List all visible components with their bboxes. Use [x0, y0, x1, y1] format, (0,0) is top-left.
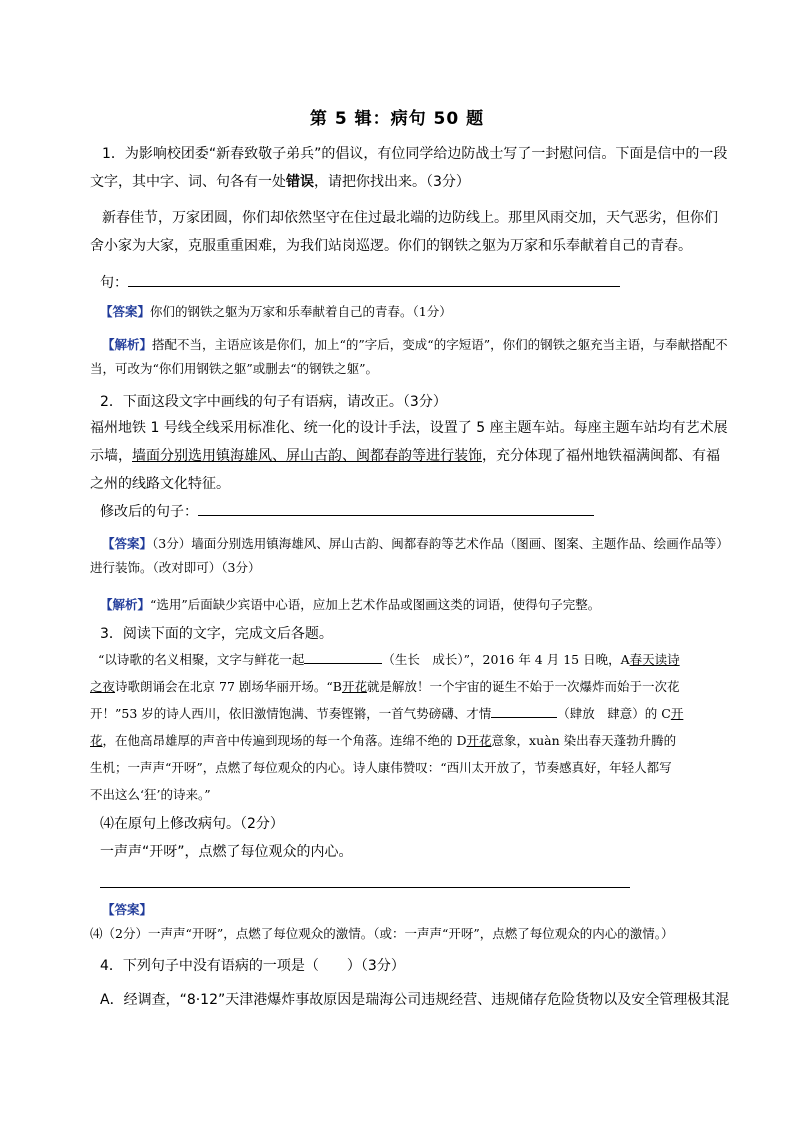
q3-underline-a-end: 之夜	[90, 679, 116, 694]
q1-fill-line	[100, 268, 728, 297]
q3-prompt: 3．阅读下面的文字，完成文后各题。	[100, 626, 333, 642]
q3-text: 就是解放！一个宇宙的诞生不始于一次爆炸而始于一次花	[366, 679, 680, 694]
q1-answer	[100, 300, 728, 324]
q3-text: “以诗歌的名义相聚，文字与鲜花一起	[98, 652, 305, 667]
q1-prompt-score: ，请把你找出来。（3分）	[314, 174, 470, 190]
q3-passage-line-5: 生机；一声声“开呀”，点燃了每位观众的内心。诗人康伟赞叹：“西川太开放了，节奏感真好，年轻人都写	[90, 760, 672, 775]
q1-prompt-text: 1．为影响校团委“新春致敬子弟兵”的倡议，有位同学给边防战士写了一封慰问信。下面是信中的一段文字，其中字、词、句各有一处	[90, 146, 728, 190]
q3-passage-line-2	[90, 673, 730, 700]
q3-text: ，在他高昂雄厚的声音中传遍到现场的每一个角落。连绵不绝的 D	[102, 733, 467, 748]
q1-prompt-bold: 错误	[286, 174, 314, 190]
q3-text: （肆放 肆意）的 C	[557, 706, 671, 721]
q3-answer-tag: 【答案】	[102, 902, 153, 917]
q2-answer-tag: 【答案】	[102, 536, 153, 551]
q4-option-a[interactable]: A．经调查，“8·12”天津港爆炸事故原因是瑞海公司违规经营、违规储存危险货物以及安全管理极其混	[100, 992, 730, 1008]
q3-text: 开！”53 岁的诗人西川，依旧激情饱满、节奏铿锵，一首气势磅礴、才情	[90, 706, 492, 721]
q3-blank-1[interactable]	[304, 649, 382, 664]
q2-answer	[90, 532, 730, 580]
q1-analysis-text: 搭配不当，主语应该是你们，加上“的”字后，变成“的字短语”，你们的钢铁之躯充当主语，与奉献搭配不当，可改为“你们用钢铁之躯”或删去“的钢铁之躯”。	[90, 337, 728, 376]
q3-text: （生长 成长）”，2016 年 4 月 15 日晚，A	[382, 652, 630, 667]
page-title: 第 5 辑：病句 50 题	[309, 109, 485, 129]
q2-passage-text: 福州地铁 1 号线全线采用标准化、统一化的设计手法，设置了 5 座主题车站。每座主题车站均有艺术展示墙，	[90, 420, 728, 464]
q2-answer-blank[interactable]	[198, 497, 594, 516]
q2-fill-line	[100, 497, 728, 526]
q3-underline-c: 开	[670, 706, 684, 721]
q3-passage-line-3	[90, 700, 730, 727]
q3-passage-line-4	[90, 727, 730, 754]
q1-analysis	[90, 333, 730, 381]
q3-underline-b: 开花	[341, 679, 367, 694]
q3-passage-line-6: 不出这么‘狂’的诗来。”	[90, 787, 211, 802]
q2-passage-end: ，充分体现了福州地铁福满闽都、有福之州的线路文化特征。	[90, 448, 720, 492]
q3-passage-line-1	[90, 646, 730, 673]
q2-answer-text: （3分）墙面分别选用镇海雄风、屏山古韵、闽都春韵等艺术作品（图画、图案、主题作品、绘画作品等）进行装饰。（改对即可）（3分）	[90, 536, 729, 575]
q3-answer	[90, 898, 730, 946]
q2-analysis-text: “选用”后面缺少宾语中心语，应加上艺术作品或图画这类的词语，使得句子完整。	[150, 597, 601, 612]
q1-passage: 新春佳节，万家团圆，你们却依然坚守在住过最北端的边防线上。那里风雨交加，天气恶劣，但你们舍小家为大家，克服重重困难，为我们站岗巡逻。你们的钢铁之躯为万家和乐奉献着自己的青春。	[90, 210, 718, 254]
q3-passage	[90, 646, 730, 808]
q3-underline-c-end: 花	[90, 733, 103, 748]
q3-answer-text: ⑷（2分）一声声“开呀”，点燃了每位观众的激情。（或：一声声“开呀”，点燃了每位观众的内心的激情。）	[90, 926, 674, 941]
q2-underlined-sentence: 墙面分别选用镇海雄风、屏山古韵、闽都春韵等进行装饰	[132, 448, 482, 464]
q2-analysis	[100, 593, 728, 617]
q3-text: 诗歌朗诵会在北京 77 剧场华丽开场。“B	[115, 679, 342, 694]
q3-underline-d: 开花	[466, 733, 492, 748]
q3-text: 意象，xuàn 染出春天蓬勃升腾的	[491, 733, 677, 748]
q3-blank-2[interactable]	[491, 703, 557, 718]
q1-answer-tag: 【答案】	[100, 304, 151, 319]
q3-sentence: 一声声“开呀”，点燃了每位观众的内心。	[100, 844, 353, 860]
q1-answer-text: 你们的钢铁之躯为万家和乐奉献着自己的青春。（1分）	[150, 304, 452, 319]
q3-sub4-prompt: ⑷在原句上修改病句。（2分）	[100, 816, 284, 832]
q3-answer-line[interactable]	[100, 887, 630, 888]
q1-analysis-tag: 【解析】	[102, 337, 153, 352]
q2-passage	[90, 414, 730, 498]
q2-fill-label: 修改后的句子：	[100, 504, 198, 520]
q2-prompt: 2．下面这段文字中画线的句子有语病，请改正。（3分）	[100, 394, 447, 410]
q2-analysis-tag: 【解析】	[100, 597, 151, 612]
q4-prompt: 4．下列句子中没有语病的一项是（ ）（3分）	[100, 958, 405, 974]
q1-prompt	[90, 140, 730, 196]
q3-underline-a: 春天读诗	[629, 652, 680, 667]
q1-answer-blank[interactable]	[128, 268, 620, 287]
q1-fill-label: 句：	[100, 275, 128, 291]
